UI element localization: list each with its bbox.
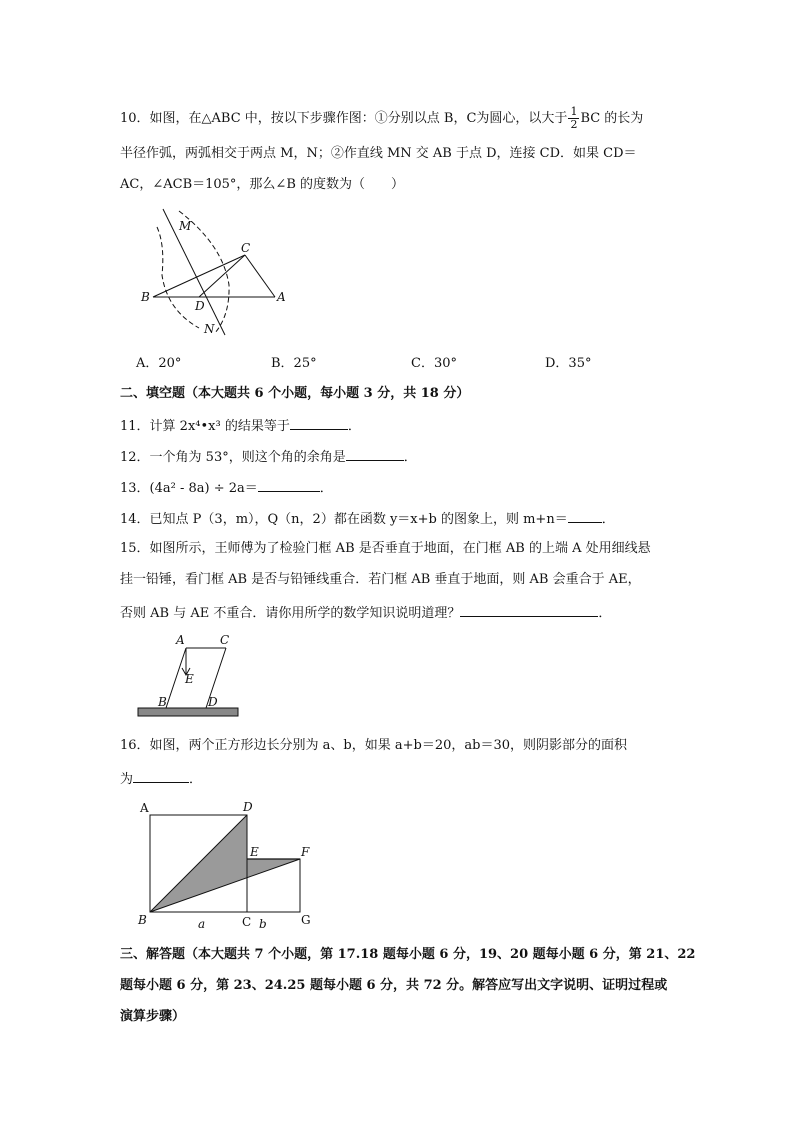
q15-period: ． (598, 606, 612, 621)
q15-line3 (120, 602, 611, 623)
q12-period: ． (403, 450, 417, 465)
q14-answer-blank[interactable] (568, 508, 602, 523)
q10-frac-num: 1 (570, 105, 578, 118)
q10-option-a: A．20° (136, 356, 182, 371)
q13-answer-blank[interactable] (258, 477, 320, 492)
arc-from-c (157, 227, 199, 328)
q12-answer-blank[interactable] (346, 446, 404, 461)
label-side-a: a (198, 917, 206, 931)
q11-period: ． (347, 419, 361, 434)
q15-answer-blank[interactable] (460, 602, 598, 617)
label-n: N (204, 322, 215, 336)
label-f: F (301, 845, 310, 859)
q13-period: ． (319, 481, 333, 496)
segment-bc (153, 255, 245, 297)
label-c: C (241, 241, 251, 255)
q15-line2: 挂一铅锤，看门框 AB 是否与铅锤线重合．若门框 AB 垂直于地面，则 AB 会重合于 AE， (120, 572, 641, 587)
section2-title: 二、填空题（本大题共 6 个小题，每小题 3 分，共 18 分） (120, 386, 470, 401)
q15-figure (136, 630, 241, 720)
label-e: E (250, 845, 259, 859)
segment-ca (245, 255, 275, 297)
ground (138, 708, 238, 716)
label-d: D (208, 695, 218, 709)
label-c: C (242, 915, 252, 929)
label-d: D (243, 800, 253, 814)
shaded-region (150, 815, 300, 912)
q10-option-c: C．30° (411, 356, 457, 371)
q13-text: 13．(4a² - 8a) ÷ 2a＝ (120, 481, 258, 496)
label-e: E (185, 672, 194, 686)
q10-line1-b: BC 的长为 (580, 111, 644, 126)
q10-line3: AC，∠ACB＝105°，那么∠B 的度数为（ ） (120, 177, 405, 192)
section3-line1: 三、解答题（本大题共 7 个小题，第 17.18 题每小题 6 分，19、20 题每小题 6 分，第 21、22 (120, 947, 696, 962)
line-mn (163, 209, 225, 335)
q16-period: ． (189, 772, 203, 787)
q15-line1: 15．如图所示，王师傅为了检验门框 AB 是否垂直于地面，在门框 AB 的上端 A 处用细线悬 (120, 541, 651, 556)
q14-text: 14．已知点 P（3，m），Q（n，2）都在函数 y＝x+b 的图象上，则 m+n＝ (120, 512, 568, 527)
section3-line2: 题每小题 6 分，第 23、24.25 题每小题 6 分，共 72 分。解答应写出文字说明、证明过程或 (120, 978, 668, 993)
q13 (120, 477, 333, 498)
q11 (120, 415, 361, 436)
q10-option-d: D．35° (545, 356, 592, 371)
q10-frac-den: 2 (570, 118, 578, 131)
q12 (120, 446, 417, 467)
q10-line1-a: 10．如图，在△ABC 中，按以下步骤作图：①分别以点 B，C为圆心，以大于 (120, 111, 568, 126)
label-b: B (138, 913, 147, 927)
q10-fraction (568, 106, 579, 131)
q14-period: ． (601, 512, 615, 527)
q16-answer-blank[interactable] (133, 768, 189, 783)
section3-line3: 演算步骤） (120, 1009, 186, 1024)
label-a: A (277, 290, 286, 304)
q11-answer-blank[interactable] (290, 415, 348, 430)
q16-figure (135, 798, 320, 933)
label-d: D (195, 299, 205, 313)
q15-question: 否则 AB 与 AE 不重合．请你用所学的数学知识说明道理？ (120, 606, 461, 621)
label-a: A (176, 633, 185, 647)
q16-text: 为 (120, 772, 134, 787)
q16-line1: 16．如图，两个正方形边长分别为 a、b，如果 a+b＝20，ab＝30，则阴影部分的面积 (120, 738, 628, 753)
label-g: G (301, 913, 311, 927)
label-a: A (140, 801, 149, 815)
label-m: M (179, 219, 192, 233)
label-c: C (220, 633, 230, 647)
frame-ab (166, 648, 186, 708)
q10-option-b: B．25° (271, 356, 317, 371)
label-b: B (141, 290, 150, 304)
q12-text: 12．一个角为 53°，则这个角的余角是 (120, 450, 346, 465)
q11-text: 11．计算 2x⁴•x³ 的结果等于 (120, 419, 290, 434)
q10-figure (135, 205, 295, 340)
q10-line2: 半径作弧，两弧相交于两点 M，N；②作直线 MN 交 AB 于点 D，连接 CD．如果 CD＝ (120, 146, 637, 161)
q16-line2 (120, 768, 202, 789)
label-side-b: b (259, 917, 267, 931)
q10-line1 (120, 106, 643, 131)
q14 (120, 508, 615, 529)
label-b: B (158, 695, 167, 709)
